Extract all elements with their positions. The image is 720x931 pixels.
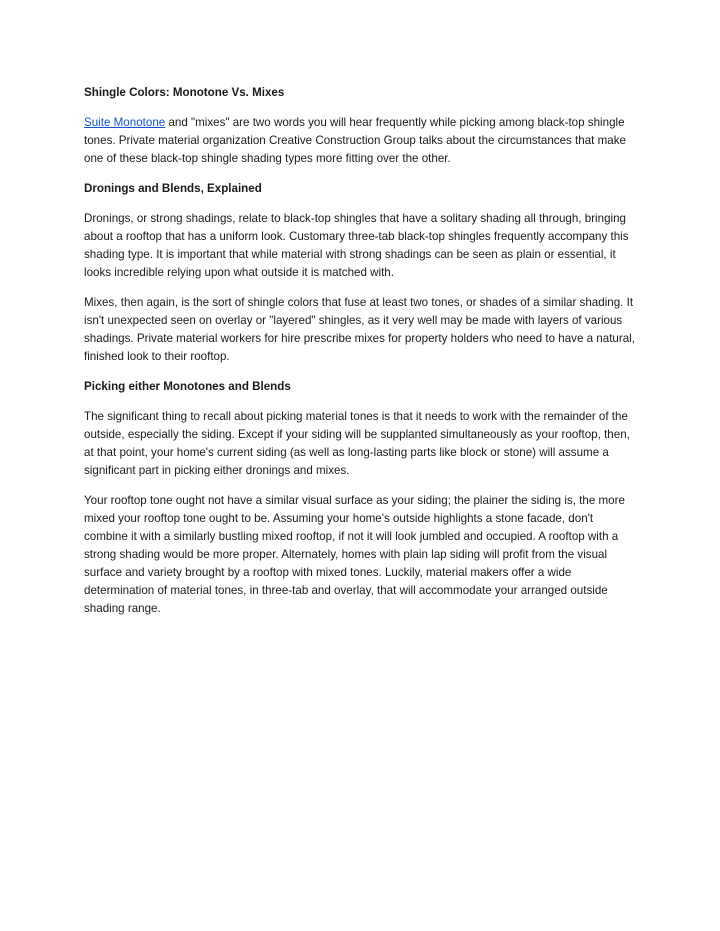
page-title: Shingle Colors: Monotone Vs. Mixes	[84, 86, 285, 99]
document-page	[84, 84, 640, 630]
section-heading-dronings-blends: Dronings and Blends, Explained	[84, 182, 262, 195]
intro-text: and "mixes" are two words you will hear frequently while picking among black-top shingle tones. Private material organization Creative Construction Group talks about the circumstances that make one of these black-top shingle shading types more fitting over the other.	[84, 116, 626, 165]
suite-monotone-link[interactable]: Suite Monotone	[84, 116, 166, 129]
paragraph-mixes: Mixes, then again, is the sort of shingle colors that fuse at least two tones, or shades of a similar shading. It isn't unexpected seen on overlay or "layered" shingles, as it very well may be made with layers of various shadings. Private material workers for hire prescribe mixes for property holders who need to have a natural, finished look to their rooftop.	[84, 296, 635, 363]
paragraph-dronings: Dronings, or strong shadings, relate to black-top shingles that have a solitary shading all through, bringing about a rooftop that has a uniform look. Customary three-tab black-top shingles frequently accompany this shading type. It is important that while material with strong shadings can be seen as plain or essential, it looks incredible relying upon what outside it is matched with.	[84, 212, 629, 279]
section-heading-picking: Picking either Monotones and Blends	[84, 380, 291, 393]
paragraph-rooftop-tone: Your rooftop tone ought not have a similar visual surface as your siding; the plainer the siding is, the more mixed your rooftop tone ought to be. Assuming your home's outside highlights a stone facade, don't combine it with a similarly bustling mixed rooftop, if not it will look jumbled and occupied. A rooftop with a strong shading would be more proper. Alternately, homes with plain lap siding will profit from the visual surface and variety brought by a rooftop with mixed tones. Luckily, material makers offer a wide determination of material tones, in three-tab and overlay, that will accommodate your arranged outside shading range.	[84, 494, 625, 615]
paragraph-significant-thing: The significant thing to recall about picking material tones is that it needs to work with the remainder of the outside, especially the siding. Except if your siding will be supplanted simultaneously as your rooftop, then, at that point, your home's current siding (as well as long-lasting parts like block or stone) will assume a significant part in picking either dronings and mixes.	[84, 410, 630, 477]
intro-paragraph	[84, 114, 640, 168]
